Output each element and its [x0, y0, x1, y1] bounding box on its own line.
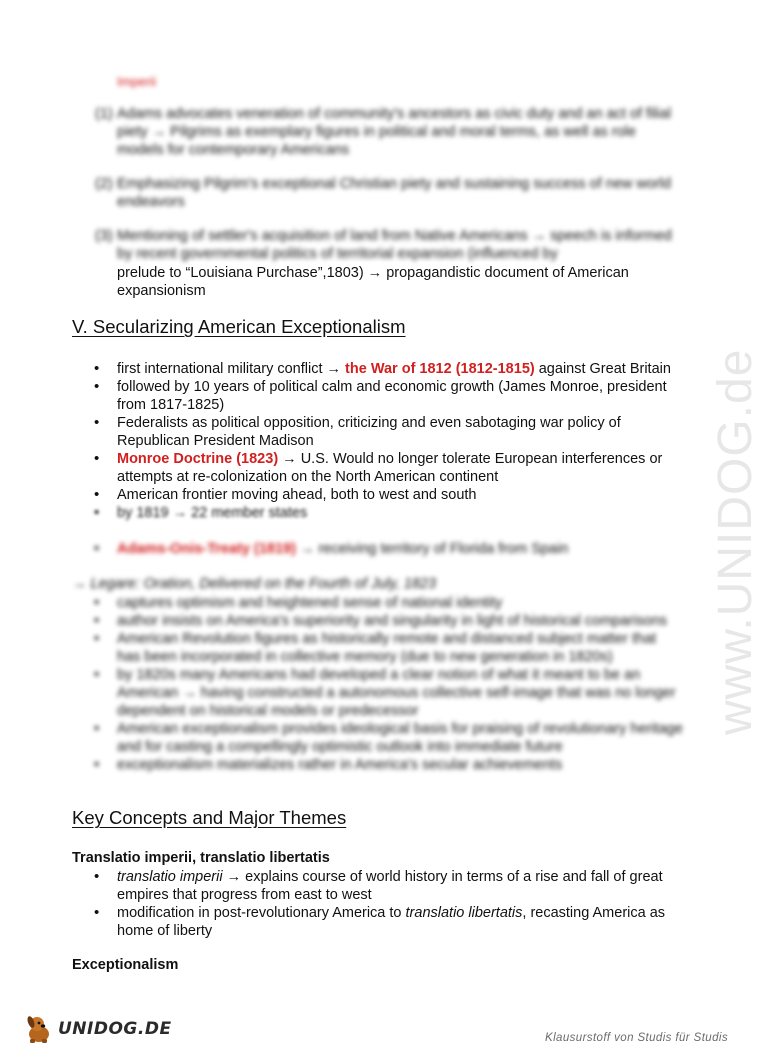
- bullet-text: → explains course of world history in terms of a rise and fall of great empires that progress from east to west: [117, 869, 663, 903]
- list-item: • American exceptionalism provides ideological basis for praising of revolutionary heritage and for casting a compellingly optimistic outlook into immediate future: [93, 720, 683, 756]
- section-heading: V. Secularizing American Exceptionalism: [72, 316, 406, 337]
- italic-term: translatio libertatis: [405, 905, 523, 921]
- bullet-text: → U.S. Would no longer tolerate European interferences or attempts at re-colonization on the North American continent: [117, 451, 663, 485]
- numbered-item: [95, 175, 685, 211]
- logo: [22, 1012, 172, 1046]
- logo-text: UNIDOG.DE: [58, 1019, 172, 1039]
- footer-tagline: Klausurstoff von Studis für Studis: [545, 1032, 728, 1044]
- list-item: • author insists on America's superiority and singularity in light of historical comparisons: [93, 612, 683, 630]
- bullet-text: first international military conflict →: [117, 361, 346, 377]
- item-text: Emphasizing Pilgrim's exceptional Christian piety and sustaining success of new world endeavors: [117, 176, 672, 210]
- item-text: Mentioning of settler's acquisition of land from Native Americans → speech is informed by recent governmental politics of territorial expansion (influenced by: [117, 228, 672, 262]
- bullet-text: , recasting America as home of liberty: [117, 905, 666, 939]
- list-item: • followed by 10 years of political calm and economic growth (James Monroe, president from 1817-1825): [93, 378, 683, 414]
- numbered-item: [95, 227, 685, 263]
- list-item: • American Revolution figures as historically remote and distanced subject matter that has been incorporated in collective memory (due to new generation in 1820s): [93, 630, 683, 666]
- highlight-text: the War of 1812 (1812-1815): [345, 361, 535, 377]
- list-item: • American frontier moving ahead, both to west and south: [93, 486, 683, 504]
- list-item: [93, 868, 683, 904]
- list-item: [93, 360, 683, 378]
- italic-term: translatio imperii: [117, 869, 223, 885]
- numbered-item: [95, 105, 685, 159]
- dog-mascot-icon: [22, 1012, 56, 1046]
- watermark: www.UNIDOG.de: [709, 348, 762, 735]
- highlight-text: Adams-Onis-Treaty (1819): [117, 541, 296, 557]
- legare-bullet-list: [93, 594, 683, 774]
- list-item: • by 1819 → 22 member states: [93, 504, 683, 522]
- continuation-line: prelude to “Louisiana Purchase”,1803) → propagandistic document of American: [117, 265, 629, 281]
- section-tag: Imperii: [117, 74, 157, 89]
- bullet-text: → receiving territory of Florida from Spain: [295, 541, 569, 557]
- list-item: [93, 540, 683, 558]
- continuation-line: expansionism: [117, 283, 206, 299]
- item-number: (1): [95, 106, 113, 122]
- item-number: (2): [95, 176, 113, 192]
- section5-bullet-list-blurred: [93, 540, 683, 558]
- list-item: • captures optimism and heightened sense of national identity: [93, 594, 683, 612]
- translatio-bullet-list: [93, 868, 683, 940]
- section5-bullet-list: [93, 360, 683, 522]
- subsection-title: → Legare: Oration, Delivered on the Fourth of July, 1823: [72, 576, 437, 592]
- item-text: Adams advocates veneration of community's ancestors as civic duty and an act of filial piety → Pilgrims as exemplary figures in political and moral terms, as well as role models for contemporary Americans: [117, 106, 672, 158]
- list-item: [93, 904, 683, 940]
- subheading: Exceptionalism: [72, 957, 179, 973]
- list-item: • exceptionalism materializes rather in America's secular achievements: [93, 756, 683, 774]
- section-heading: Key Concepts and Major Themes: [72, 807, 347, 828]
- list-item: • Federalists as political opposition, criticizing and even sabotaging war policy of Republican President Madison: [93, 414, 683, 450]
- highlight-text: Monroe Doctrine (1823): [117, 451, 279, 467]
- subheading: Translatio imperii, translatio libertatis: [72, 850, 330, 866]
- item-continuation: [117, 264, 687, 300]
- list-item: [93, 450, 683, 486]
- bullet-text: modification in post-revolutionary America to: [117, 905, 406, 921]
- bullet-text: against Great Britain: [534, 361, 671, 377]
- top-section: [95, 73, 685, 279]
- list-item: • by 1820s many Americans had developed a clear notion of what it meant to be an American → having constructed a autonomous collective self-image that was no longer dependent on historical models or predecessor: [93, 666, 683, 720]
- item-number: (3): [95, 228, 113, 244]
